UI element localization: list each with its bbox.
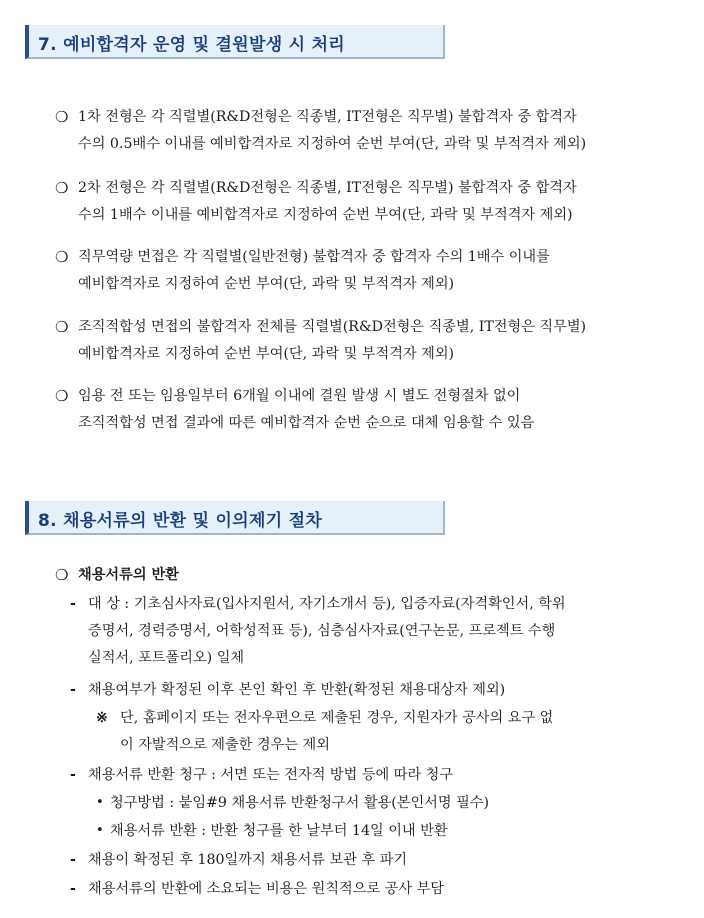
reference-mark-icon: ※ <box>96 710 108 726</box>
s7-item1-line1: 1차 전형은 각 직렬별(R&D전형은 직종별, IT전형은 직무별) 불합격자 중 합격자 <box>78 109 577 125</box>
s8-retention: 채용이 확정된 후 180일까지 채용서류 보관 후 파기 <box>88 852 408 868</box>
s7-item3-line1: 직무역량 면접은 각 직렬별(일반전형) 불합격자 중 합격자 수의 1배수 이내를 <box>78 249 550 265</box>
dash-bullet-icon: - <box>70 682 76 698</box>
s7-item3-line2: 예비합격자로 지정하여 순번 부여(단, 과락 및 부적격자 제외) <box>78 276 455 292</box>
circle-bullet-icon: ❍ <box>55 248 69 266</box>
s8-request: 채용서류 반환 청구 : 서면 또는 전자적 방법 등에 따라 청구 <box>88 767 454 783</box>
circle-bullet-icon: ❍ <box>55 318 69 336</box>
s8-return-after: 채용여부가 확정된 이후 본인 확인 후 반환(확정된 채용대상자 제외) <box>88 682 506 698</box>
s7-item4-line1: 조직적합성 면접의 불합격자 전체를 직렬별(R&D전형은 직종별, IT전형은 직무별) <box>78 319 587 335</box>
circle-bullet-icon: ❍ <box>55 179 69 197</box>
dash-bullet-icon: - <box>70 881 76 897</box>
s8-note-line2: 이 자발적으로 제출한 경우는 제외 <box>120 737 330 753</box>
dash-bullet-icon: - <box>70 596 76 612</box>
s7-item2-line2: 수의 1배수 이내를 예비합격자로 지정하여 순번 부여(단, 과락 및 부적격자 제외) <box>78 207 573 223</box>
s8-request-return: 채용서류 반환 : 반환 청구를 한 날부터 14일 이내 반환 <box>110 823 448 839</box>
s7-item4-line2: 예비합격자로 지정하여 순번 부여(단, 과락 및 부적격자 제외) <box>78 346 455 362</box>
dot-bullet-icon: • <box>96 795 104 810</box>
circle-bullet-icon: ❍ <box>55 566 69 584</box>
s7-item5-line2: 조직적합성 면접 결과에 따른 예비합격자 순번 순으로 대체 임용할 수 있음 <box>78 415 535 431</box>
s8-cost: 채용서류의 반환에 소요되는 비용은 원칙적으로 공사 부담 <box>88 881 444 897</box>
dash-bullet-icon: - <box>70 852 76 868</box>
circle-bullet-icon: ❍ <box>55 108 69 126</box>
s7-item2-line1: 2차 전형은 각 직렬별(R&D전형은 직종별, IT전형은 직무별) 불합격자 중 합격자 <box>78 180 577 196</box>
s7-item5-line1: 임용 전 또는 임용일부터 6개월 이내에 결원 발생 시 별도 전형절차 없이 <box>78 388 521 404</box>
s8-target-line1: 대 상 : 기초심사자료(입사지원서, 자기소개서 등), 입증자료(자격확인서, 학위 <box>88 596 566 612</box>
dash-bullet-icon: - <box>70 767 76 783</box>
circle-bullet-icon: ❍ <box>55 387 69 405</box>
dot-bullet-icon: • <box>96 823 104 838</box>
s8-request-method: 청구방법 : 붙임#9 채용서류 반환청구서 활용(본인서명 필수) <box>110 795 490 811</box>
s8-target-line3: 실적서, 포트폴리오) 일체 <box>88 650 245 666</box>
section-8-title: 8. 채용서류의 반환 및 이의제기 절차 <box>38 511 323 531</box>
s8-heading: 채용서류의 반환 <box>78 567 179 583</box>
s8-target-line2: 증명서, 경력증명서, 어학성적표 등), 심층심사자료(연구논문, 프로젝트 수행 <box>88 623 556 639</box>
s8-note-line1: 단, 홈페이지 또는 전자우편으로 제출된 경우, 지원자가 공사의 요구 없 <box>120 710 554 726</box>
s7-item1-line2: 수의 0.5배수 이내를 예비합격자로 지정하여 순번 부여(단, 과락 및 부적격자 제외) <box>78 136 587 152</box>
section-7-title: 7. 예비합격자 운영 및 결원발생 시 처리 <box>38 35 346 55</box>
section-7-header <box>25 25 445 59</box>
section-8-header <box>25 501 445 535</box>
